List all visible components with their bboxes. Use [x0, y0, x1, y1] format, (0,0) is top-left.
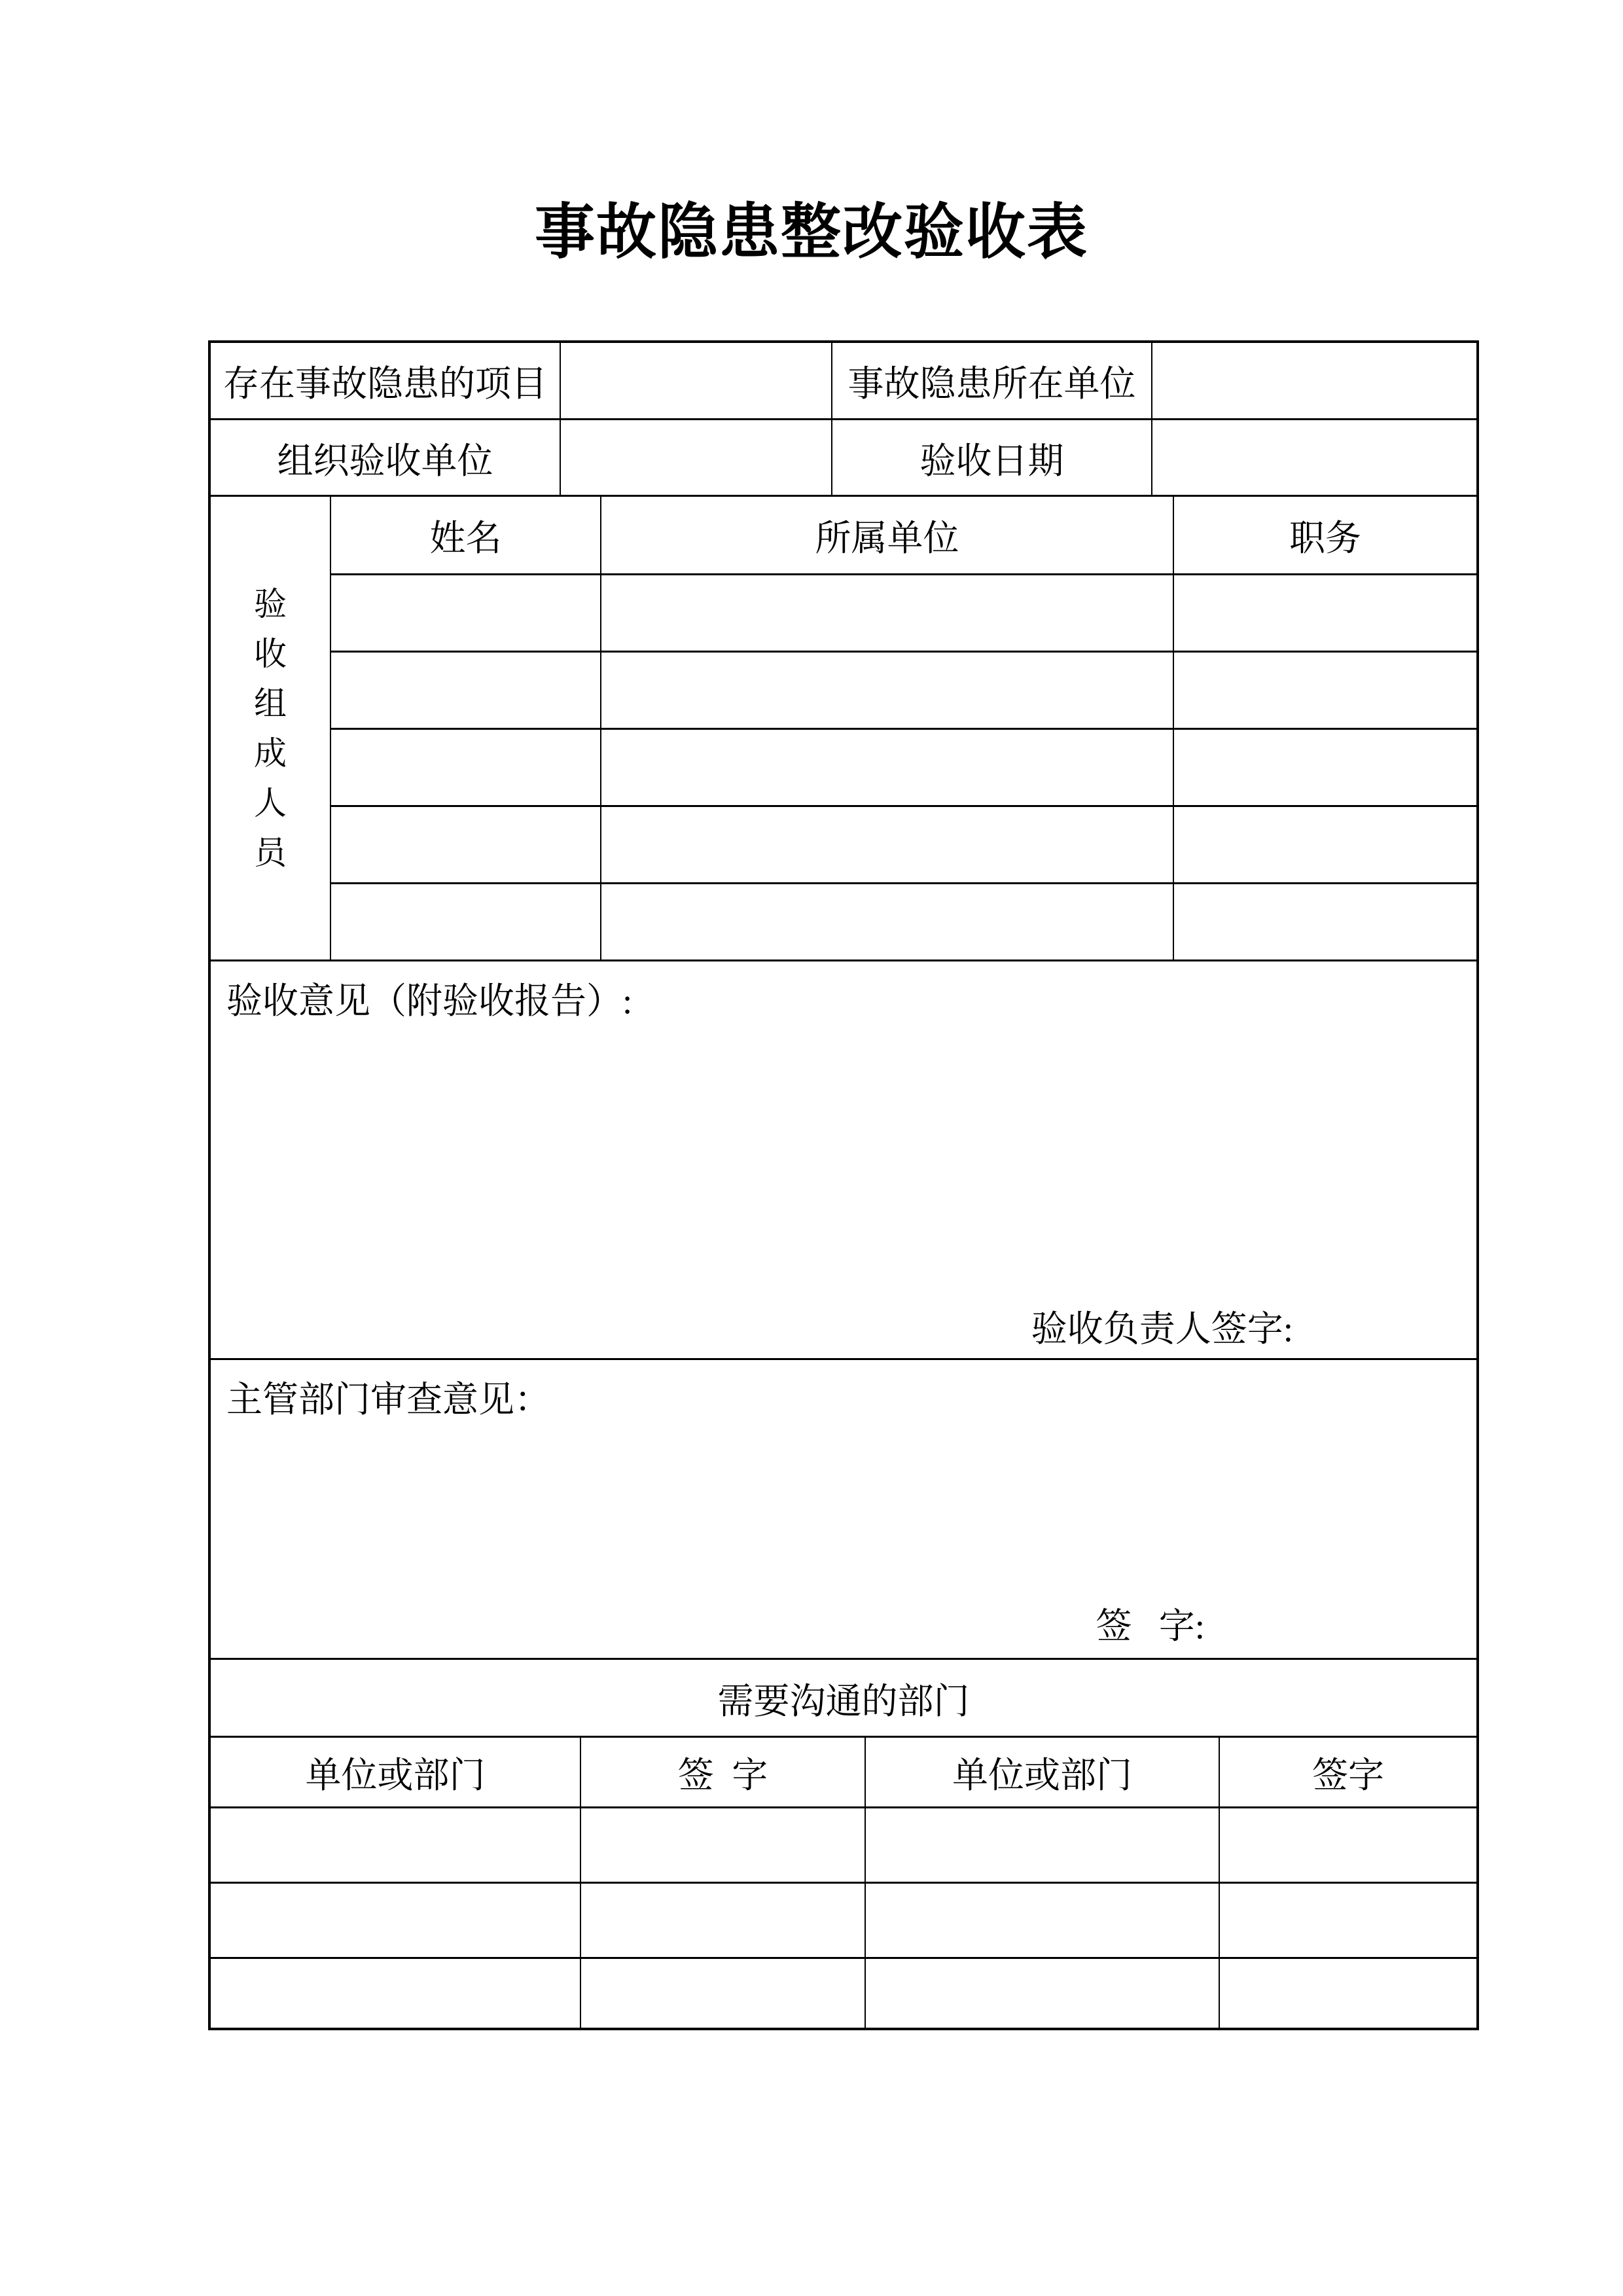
team-unit-cell	[601, 575, 1174, 651]
project-label: 存在事故隐患的项目	[211, 343, 561, 418]
team-col-unit: 所属单位	[601, 497, 1174, 573]
hazard-unit-value-cell	[1152, 343, 1476, 418]
communication-title: 需要沟通的部门	[717, 1681, 970, 1721]
dept-review-signature-label: 签 字:	[1096, 1606, 1205, 1646]
comm-sign-cell	[1220, 1959, 1476, 2028]
communication-row	[211, 1808, 1476, 1884]
acceptance-date-value-cell	[1152, 420, 1476, 495]
dept-review-section	[211, 1360, 1476, 1660]
acceptance-team-section	[211, 497, 1476, 961]
comm-col-unit-1: 单位或部门	[211, 1738, 581, 1806]
organizer-value-cell	[561, 420, 832, 495]
acceptance-opinion-section	[211, 961, 1476, 1360]
team-name-cell	[331, 884, 601, 960]
acceptance-opinion-label: 验收意见（附验收报告）:	[226, 981, 633, 1021]
team-row	[331, 807, 1476, 884]
comm-unit-cell	[211, 1884, 581, 1957]
team-row	[331, 653, 1476, 730]
team-unit-cell	[601, 884, 1174, 960]
comm-unit-cell	[211, 1959, 581, 2028]
team-unit-cell	[601, 730, 1174, 805]
team-duty-cell	[1174, 653, 1476, 728]
team-grid	[331, 497, 1476, 960]
hazard-unit-label: 事故隐患所在单位	[832, 343, 1152, 418]
team-group-label-cell	[211, 497, 331, 960]
acceptance-date-label: 验收日期	[832, 420, 1152, 495]
comm-col-sign-2: 签字	[1311, 1755, 1384, 1795]
team-duty-cell	[1174, 884, 1476, 960]
comm-sign-cell	[581, 1808, 866, 1882]
comm-unit-cell	[866, 1808, 1220, 1882]
organizer-label: 组织验收单位	[211, 420, 561, 495]
communication-title-row	[211, 1660, 1476, 1738]
team-row	[331, 884, 1476, 960]
dept-review-label: 主管部门审查意见：	[226, 1380, 551, 1420]
comm-sign-cell	[1220, 1808, 1476, 1882]
team-unit-cell	[601, 653, 1174, 728]
acceptance-form-table	[208, 340, 1479, 2030]
team-duty-cell	[1174, 730, 1476, 805]
team-name-cell	[331, 807, 601, 882]
info-row-project	[211, 343, 1476, 420]
communication-row	[211, 1959, 1476, 2028]
team-unit-cell	[601, 807, 1174, 882]
comm-sign-cell	[581, 1884, 866, 1957]
team-col-name: 姓名	[331, 497, 601, 573]
team-group-label: 验收组成人员	[254, 585, 287, 871]
acceptance-leader-signature-label: 验收负责人签字:	[1031, 1309, 1293, 1349]
comm-sign-cell	[581, 1959, 866, 2028]
team-name-cell	[331, 730, 601, 805]
team-row	[331, 575, 1476, 653]
team-name-cell	[331, 575, 601, 651]
comm-unit-cell	[211, 1808, 581, 1882]
team-duty-cell	[1174, 807, 1476, 882]
project-value-cell	[561, 343, 832, 418]
page-title: 事故隐患整改验收表	[534, 199, 1088, 266]
communication-header-row	[211, 1738, 1476, 1808]
team-name-cell	[331, 653, 601, 728]
team-duty-cell	[1174, 575, 1476, 651]
comm-col-unit-2: 单位或部门	[866, 1738, 1220, 1806]
team-col-duty: 职务	[1289, 518, 1361, 558]
info-row-organizer	[211, 420, 1476, 497]
comm-sign-cell	[1220, 1884, 1476, 1957]
team-row	[331, 730, 1476, 807]
team-header-row	[331, 497, 1476, 575]
comm-col-sign-1: 签 字	[581, 1738, 866, 1806]
comm-unit-cell	[866, 1884, 1220, 1957]
comm-unit-cell	[866, 1959, 1220, 2028]
communication-row	[211, 1884, 1476, 1959]
